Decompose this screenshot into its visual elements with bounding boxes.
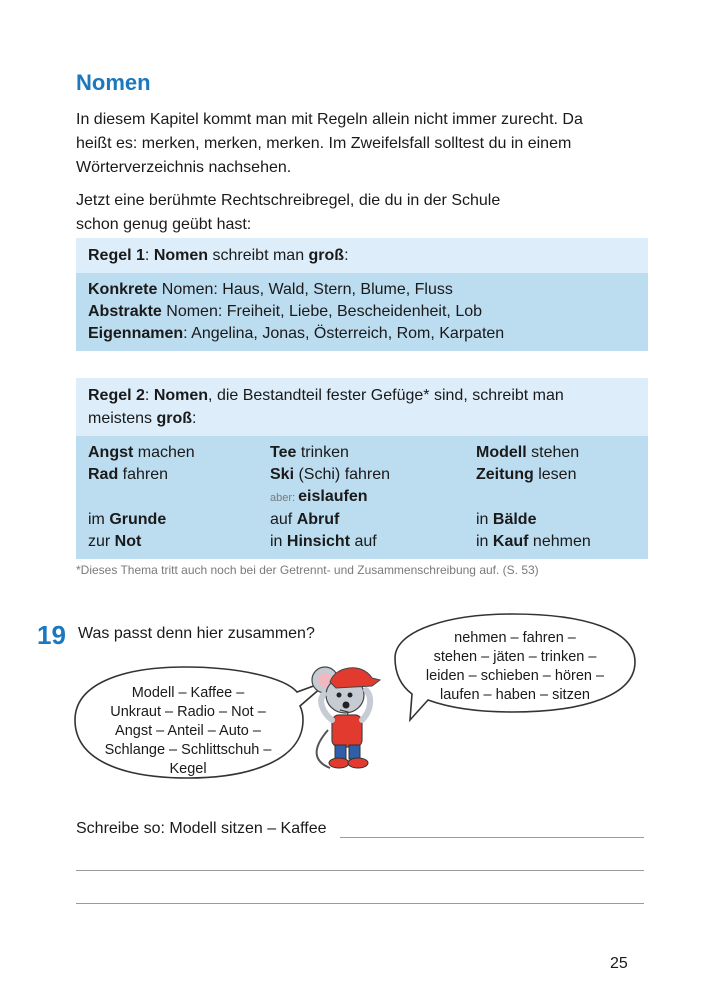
rule2-cell: zur Not — [88, 533, 142, 550]
left-bubble-text: Modell – Kaffee – Unkraut – Radio – Not – Angst – Anteil – Auto – Schlange – Schlittschuh – Kegel — [104, 685, 272, 777]
example-instruction: Schreibe so: Modell sitzen – Kaffee — [76, 820, 327, 837]
rule1-row: Abstrakte Nomen: Freiheit, Liebe, Bescheidenheit, Lob — [88, 303, 483, 320]
rule2-cell: in Kauf nehmen — [476, 533, 591, 550]
exercise-question: Was passt denn hier zusammen? — [78, 625, 315, 642]
rule2-cell: aber: eislaufen — [270, 488, 368, 505]
intro-line: heißt es: merken, merken, merken. Im Zweifelsfall solltest du in einem — [76, 135, 572, 152]
intro-line: Wörterverzeichnis nachsehen. — [76, 159, 292, 176]
rule2-box — [76, 378, 648, 559]
rule2-cell: Zeitung lesen — [476, 466, 577, 483]
rule2-cell: Tee trinken — [270, 444, 349, 461]
rule1-examples — [76, 273, 648, 351]
rule2-cell — [88, 486, 270, 509]
lead-paragraph — [76, 189, 500, 237]
rule2-heading: Regel 2: Nomen, die Bestandteil fester Gefüge* sind, schreibt man meistens groß: — [76, 378, 648, 436]
footnote: *Dieses Thema tritt auch noch bei der Getrennt- und Zusammenschreibung auf. (S. 53) — [76, 563, 539, 577]
lead-line: Jetzt eine berühmte Rechtschreibregel, die du in der Schule — [76, 192, 501, 209]
intro-paragraph — [76, 108, 583, 180]
writing-line[interactable] — [340, 837, 644, 838]
rule2-cell: im Grunde — [88, 511, 167, 528]
rule2-cell: Angst machen — [88, 444, 195, 461]
rule2-cell: auf Abruf — [270, 511, 340, 528]
rule2-cell: Rad fahren — [88, 466, 169, 483]
rule1-row: Eigennamen: Angelina, Jonas, Österreich, Rom, Karpaten — [88, 325, 505, 342]
rule2-cell: in Hinsicht auf — [270, 533, 377, 550]
rule1-heading: Regel 1: Nomen schreibt man groß: — [76, 238, 648, 273]
right-bubble-text: nehmen – fahren – stehen – jäten – trinken – leiden – schieben – hören – laufen – haben – sitzen — [425, 630, 605, 703]
lead-line: schon genug geübt hast: — [76, 216, 252, 233]
page-number: 25 — [610, 955, 628, 972]
rule2-cell — [476, 486, 646, 509]
rule2-cell: in Bälde — [476, 511, 537, 528]
mouse-mascot-icon — [312, 667, 380, 768]
exercise-number: 19 — [37, 620, 66, 650]
rule2-cell: Modell stehen — [476, 444, 580, 461]
writing-line[interactable] — [76, 903, 644, 904]
intro-line: In diesem Kapitel kommt man mit Regeln allein nicht immer zurecht. Da — [76, 111, 583, 128]
writing-line[interactable] — [76, 870, 644, 871]
rule1-row: Konkrete Nomen: Haus, Wald, Stern, Blume, Fluss — [88, 281, 453, 298]
rule2-examples — [76, 436, 648, 559]
rule2-cell: Ski (Schi) fahren — [270, 466, 391, 483]
rule1-box — [76, 238, 648, 351]
page-title: Nomen — [76, 70, 151, 95]
